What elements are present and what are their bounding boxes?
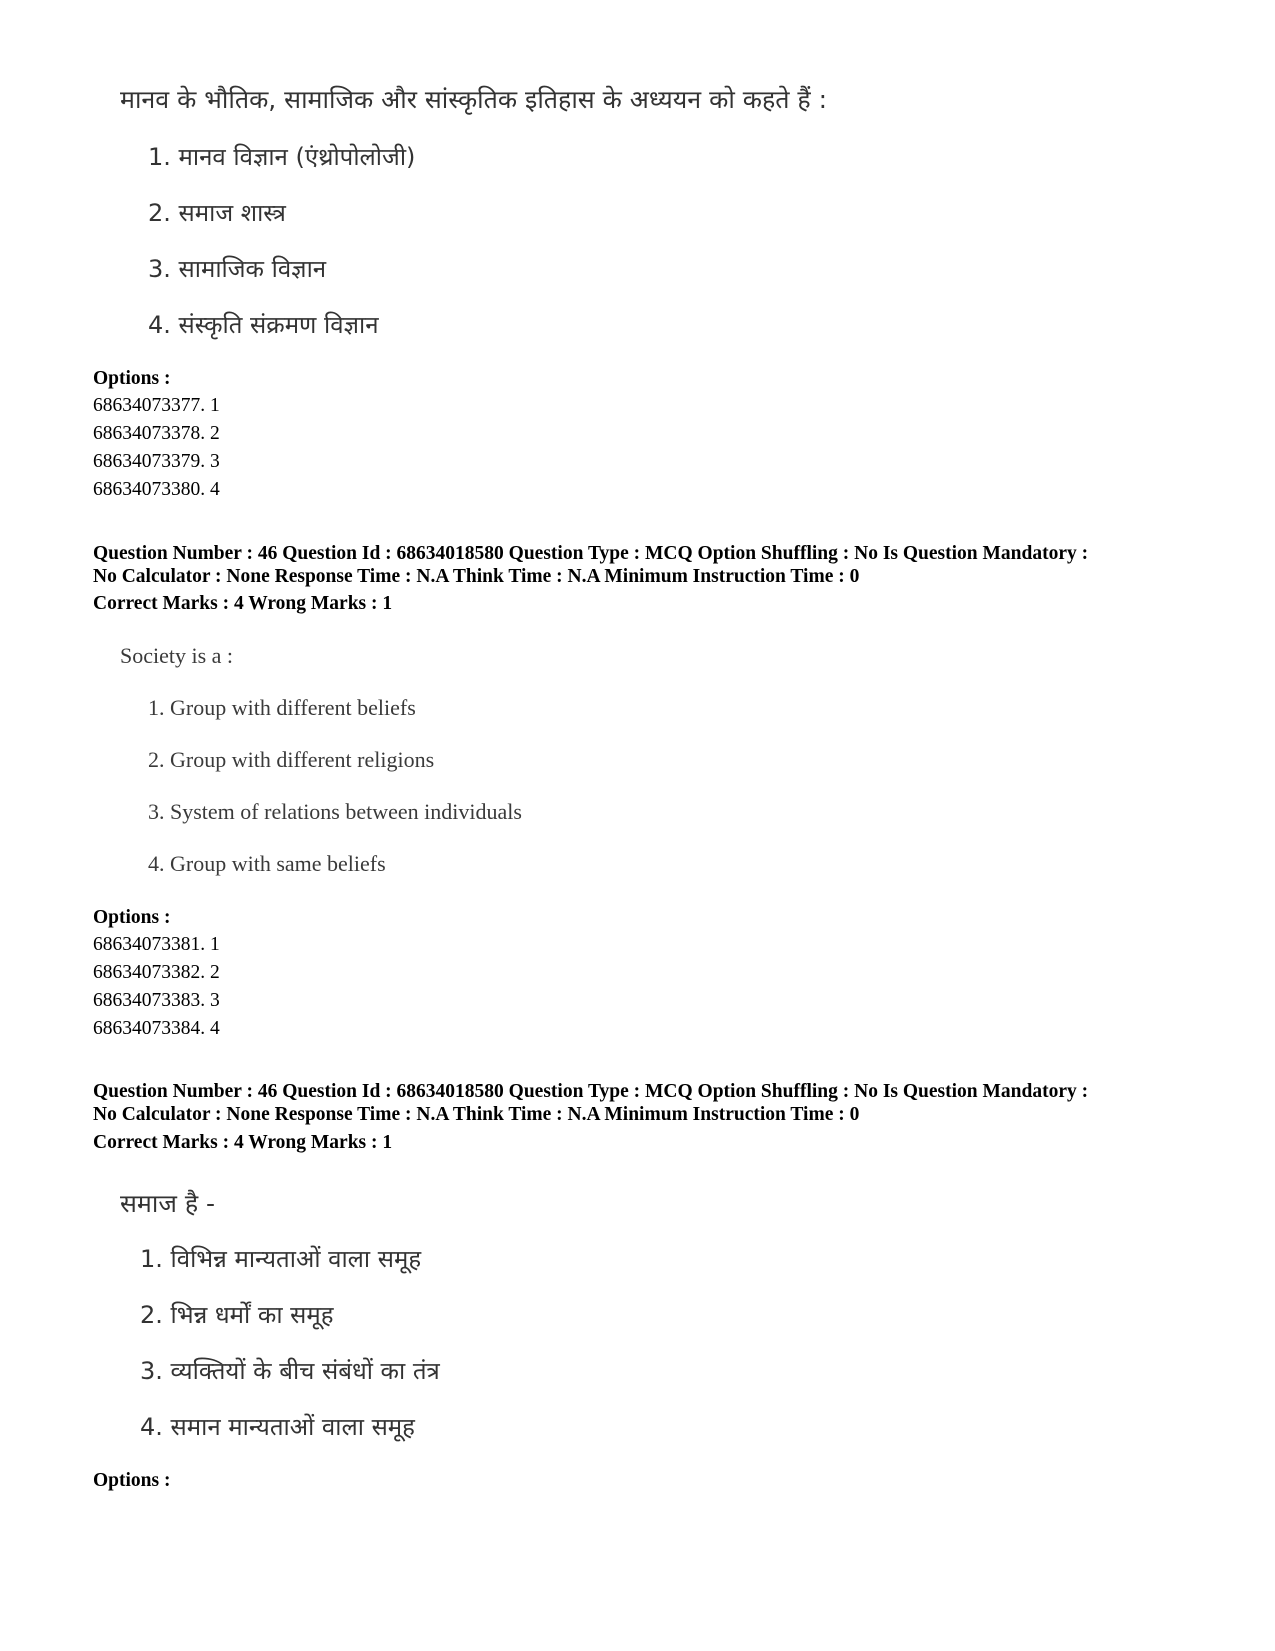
question-option-4: 4. समान मान्यताओं वाला समूह [140,1413,415,1441]
option-id-line: 68634073383 . 3 [93,990,220,1012]
marks-line: Correct Marks : 4 Wrong Marks : 1 [93,593,393,614]
question-option-4: 4. संस्कृति संक्रमण विज्ञान [148,311,379,339]
question-option-1: 1. विभिन्न मान्यताओं वाला समूह [140,1245,422,1273]
question-option-2: 2. समाज शास्त्र [148,199,286,227]
question-option-1: 1. मानव विज्ञान (एंथ्रोपोलोजी) [148,143,416,171]
options-heading: Options : [93,368,171,389]
question-option-4: 4. Group with same beliefs [148,851,386,876]
question-meta-line-1: Question Number : 46 Question Id : 68634018580 Question Type : MCQ Option Shuffling : No Is Question Mandatory : [93,543,1089,564]
option-id-line: 68634073384 . 4 [93,1018,220,1040]
option-id-line: 68634073378 . 2 [93,423,220,445]
option-id-line: 68634073381 . 1 [93,934,220,956]
option-id-line: 68634073379 . 3 [93,451,220,473]
question-option-3: 3. व्यक्तियों के बीच संबंधों का तंत्र [140,1357,440,1385]
question-stem: समाज है - [120,1189,216,1218]
option-id-line: 68634073382 . 2 [93,962,220,984]
marks-line: Correct Marks : 4 Wrong Marks : 1 [93,1132,393,1153]
question-option-3: 3. सामाजिक विज्ञान [148,255,327,283]
question-meta-line-2: No Calculator : None Response Time : N.A Think Time : N.A Minimum Instruction Time : 0 [93,1104,860,1125]
question-stem: मानव के भौतिक, सामाजिक और सांस्कृतिक इतिहास के अध्ययन को कहते हैं : [120,85,828,114]
question-option-2: 2. Group with different religions [148,747,435,772]
options-heading: Options : [93,907,171,928]
option-id-line: 68634073380 . 4 [93,479,220,501]
option-id-line: 68634073377 . 1 [93,395,220,417]
question-option-1: 1. Group with different beliefs [148,695,416,720]
question-meta-line-1: Question Number : 46 Question Id : 68634018580 Question Type : MCQ Option Shuffling : No Is Question Mandatory : [93,1081,1089,1102]
question-meta-line-2: No Calculator : None Response Time : N.A Think Time : N.A Minimum Instruction Time : 0 [93,566,860,587]
question-option-3: 3. System of relations between individuals [148,799,522,824]
options-heading: Options : [93,1470,171,1491]
question-option-2: 2. भिन्न धर्मों का समूह [140,1301,334,1329]
question-stem: Society is a : [120,643,234,668]
